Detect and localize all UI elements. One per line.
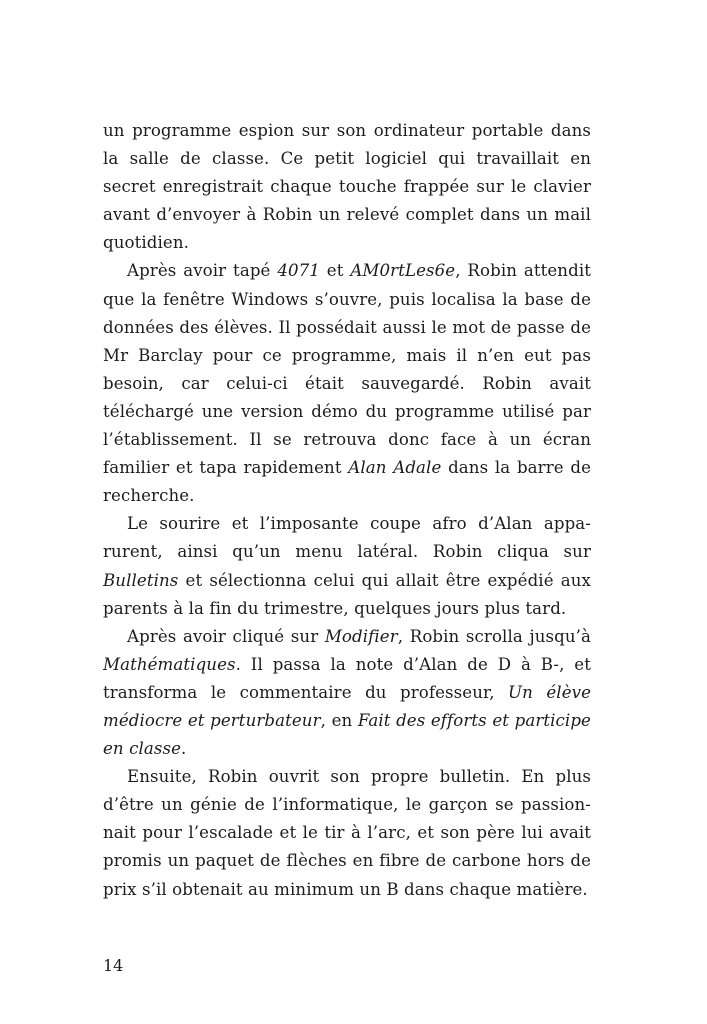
page-number: 14 [103, 956, 124, 975]
text-run: Le sourire et l’imposante coupe afro d’Alan appa-rurent, ainsi qu’un menu latéral. Robin cliqua sur [103, 514, 591, 562]
text-run: , Robin scrolla jusqu’à [397, 626, 591, 646]
italic-name: Alan Adale [348, 458, 442, 478]
text-run: , en [320, 710, 358, 730]
italic-code-2: AM0rtLes6e [350, 261, 456, 281]
text-run: . Il passa la note d’Alan de D à B-, et transforma le commentaire du professeur, [103, 654, 591, 702]
paragraph-3 [103, 510, 591, 622]
italic-modifier: Modifier [324, 626, 398, 646]
paragraph-4 [103, 623, 591, 763]
italic-bulletins: Bulletins [103, 570, 179, 590]
text-run: dans la barre de recherche. [103, 458, 591, 506]
italic-comment-new: Fait des efforts et participe en classe [103, 710, 591, 759]
text-run: , Robin attendit que la fenêtre Windows s’ouvre, puis localisa la base de données des élèves. Il possédait aussi le mot de passe de Mr Barclay pour ce programme, mais il n’en eut pas besoin, car celui-ci était sauvegardé. Robin avait téléchargé une version démo du programme utilisé par l’établissement. Il se retrouva donc face à un écran familier et tapa rapidement [103, 261, 591, 478]
italic-comment-old: Un élève médiocre et perturbateur [103, 682, 592, 730]
text-run: un programme espion sur son ordinateur portable dans la salle de classe. Ce petit logiciel qui travaillait en secret enregistrait chaque touche frappée sur le clavier avant d’envoyer à Robin un relevé complet dans un mail quotidien. [103, 121, 591, 253]
text-run: Ensuite, Robin ouvrit son propre bulletin. En plus d’être un génie de l’informatique, le garçon se passion-nait pour l’escalade et le tir à l’arc, et son père lui avait promis un paquet de flèches en fibre de carbone hors de prix s’il obtenait au minimum un B dans chaque matière. [103, 767, 591, 899]
paragraph-1 [103, 117, 591, 257]
paragraph-2 [103, 257, 591, 510]
italic-mathematiques: Mathématiques [103, 654, 236, 674]
text-run: et sélectionna celui qui allait être expédié aux parents à la fin du trimestre, quelques jours plus tard. [103, 570, 591, 618]
text-run: Après avoir tapé [127, 261, 278, 281]
paragraph-5 [103, 763, 591, 903]
italic-code-1: 4071 [277, 261, 320, 281]
page-body [103, 117, 591, 904]
text-run: Après avoir cliqué sur [127, 626, 325, 646]
text-run: . [181, 739, 187, 759]
text-run: et [319, 261, 351, 281]
